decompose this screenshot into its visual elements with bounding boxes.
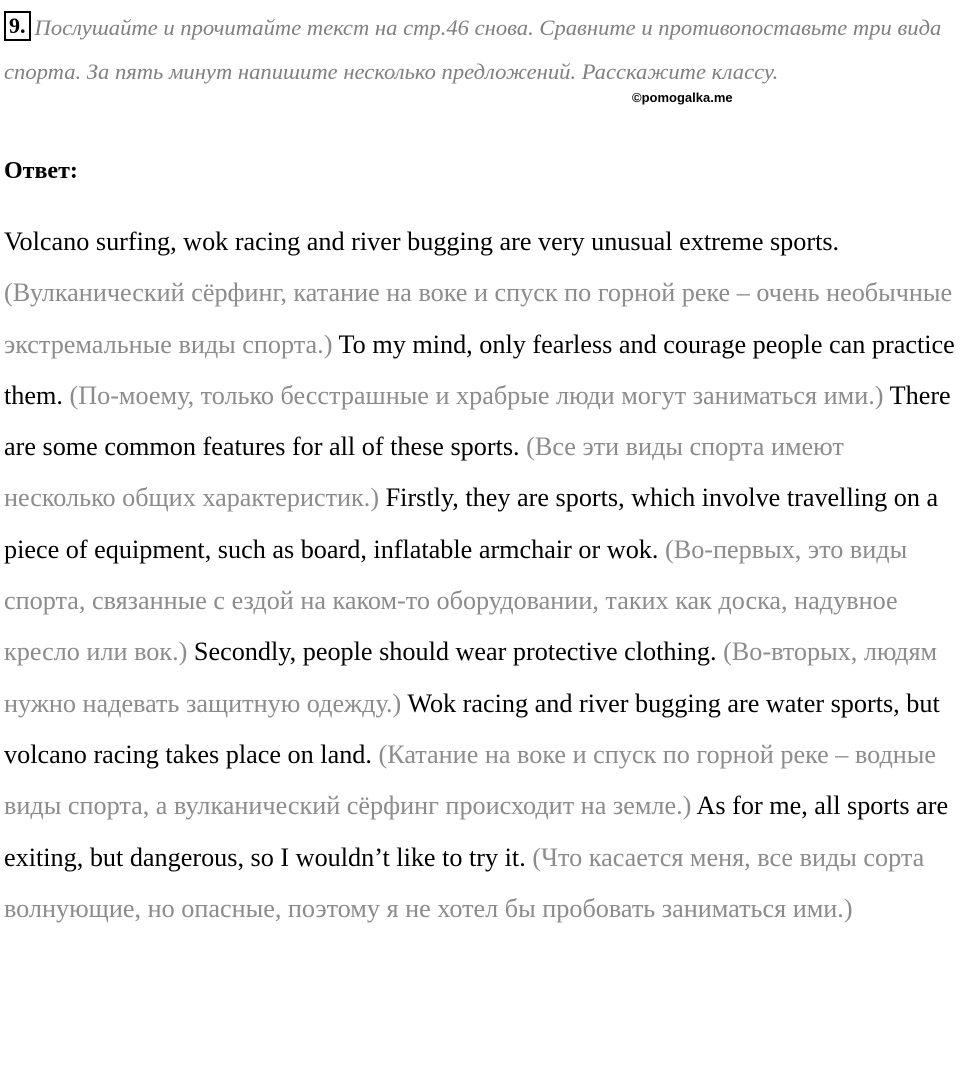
- answer-label: Ответ:: [4, 158, 78, 184]
- answer-sentence-en: Volcano surfing, wok racing and river bugging are very unusual extreme sports.: [4, 227, 840, 256]
- answer-translation-ru: (По-моему, только бесстрашные и храбрые люди могут заниматься ими.): [69, 380, 884, 410]
- answer-sentence-en: Firstly, they are sports, which involve travelling on a piece of equipment, such as board, inflatable armchair or wok.: [4, 483, 939, 564]
- answer-translation-ru: (Все эти виды спорта имеют несколько общих характеристик.): [4, 432, 844, 513]
- answer-translation-ru: (Во-вторых, людям нужно надевать защитную одежду.): [4, 637, 938, 718]
- answer-translation-ru: (Что касается меня, все виды сорта волнующие, но опасные, поэтому я не хотел бы пробовать заниматься ими.): [4, 842, 925, 923]
- task-number: 9.: [4, 11, 31, 41]
- answer-sentence-en: To my mind, only fearless and courage people can practice them.: [4, 329, 955, 410]
- answer-sentence-en: Wok racing and river bugging are water sports, but volcano racing takes place on land.: [4, 688, 940, 769]
- answer-sentence-en: As for me, all sports are exiting, but dangerous, so I wouldn’t like to try it.: [4, 791, 949, 872]
- watermark: ©pomogalka.me: [632, 90, 733, 105]
- answer-translation-ru: (Катание на воке и спуск по горной реке – водные виды спорта, а вулканический сёрфинг происходит на земле.): [4, 739, 937, 821]
- answer-sentence-en: There are some common features for all of these sports.: [4, 380, 951, 462]
- answer-translation-ru: (Во-первых, это виды спорта, связанные с ездой на каком-то оборудовании, таких как доска, надувное кресло или вок.): [4, 534, 908, 667]
- task-paragraph: [4, 6, 954, 94]
- task-instruction: Послушайте и прочитайте текст на стр.46 снова. Сравните и противопоставьте три вида спорта. За пять минут напишите несколько предложений. Расскажите классу.: [4, 15, 942, 84]
- answer-text: [4, 216, 960, 934]
- answer-sentence-en: Secondly, people should wear protective clothing.: [193, 637, 717, 667]
- answer-translation-ru: (Вулканический сёрфинг, катание на воке и спуск по горной реке – очень необычные экстремальные виды спорта.): [4, 278, 953, 359]
